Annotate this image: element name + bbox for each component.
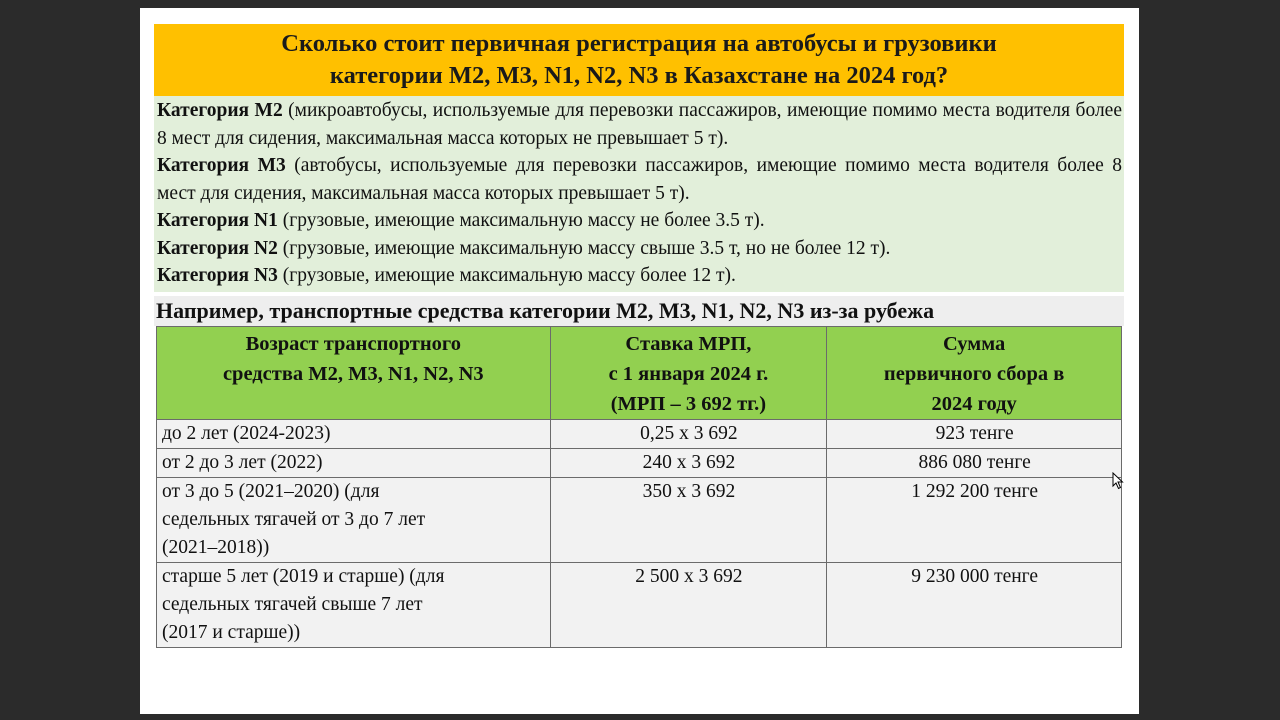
- table-header-row: [157, 327, 1122, 420]
- header-line: Ставка МРП,: [625, 333, 752, 355]
- category-name: Категория N1: [157, 210, 278, 231]
- category-n1: [157, 207, 1122, 235]
- cell-rate: 0,25 х 3 692: [550, 420, 827, 449]
- cell-sum: 886 080 тенге: [827, 449, 1122, 478]
- header-line: средства М2, М3, N1, N2, N3: [222, 363, 484, 385]
- category-description: (микроавтобусы, используемые для перевозки пассажиров, имеющие помимо места водителя более 8 мест для сидения, максимальная масса которых не превышает 5 т).: [157, 100, 1122, 149]
- header-line: (МРП – 3 692 тг.): [610, 393, 767, 415]
- cell-line: от 2 до 3 лет (2022): [162, 452, 323, 473]
- mouse-pointer-icon: [1112, 472, 1124, 490]
- category-name: Категория М2: [157, 100, 283, 121]
- slide-title: [154, 24, 1124, 96]
- header-vehicle-age: [157, 327, 551, 420]
- table-row: [157, 478, 1122, 563]
- title-line-1: Сколько стоит первичная регистрация на автобусы и грузовики: [281, 30, 997, 57]
- cell-rate: 2 500 х 3 692: [550, 563, 827, 648]
- category-name: Категория N3: [157, 265, 278, 286]
- table-row: [157, 563, 1122, 648]
- header-line: Сумма: [942, 333, 1006, 355]
- cell-sum: 1 292 200 тенге: [827, 478, 1122, 563]
- category-name: Категория N2: [157, 237, 278, 259]
- cell-line: до 2 лет (2024-2023): [162, 423, 331, 444]
- cell-sum: 923 тенге: [827, 420, 1122, 449]
- header-mrp-rate: [550, 327, 827, 420]
- fee-table: [156, 326, 1122, 648]
- category-description: (грузовые, имеющие максимальную массу свыше 3.5 т, но не более 12 т).: [277, 237, 891, 259]
- header-fee-sum: [827, 327, 1122, 420]
- cell-rate: 240 х 3 692: [550, 449, 827, 478]
- header-line: Возраст транспортного: [245, 333, 461, 355]
- title-line-2: категории М2, М3, N1, N2, N3 в Казахстане на 2024 год?: [329, 62, 949, 89]
- cell-age: [157, 420, 551, 449]
- header-line: 2024 году: [931, 393, 1017, 415]
- example-title: Например, транспортные средства категории М2, М3, N1, N2, N3 из-за рубежа: [156, 298, 935, 323]
- cell-age: [157, 478, 551, 563]
- category-n2: [157, 235, 1122, 263]
- category-description: (грузовые, имеющие максимальную массу не более 3.5 т).: [277, 210, 765, 231]
- category-m3: [157, 152, 1122, 207]
- header-line: с 1 января 2024 г.: [608, 363, 769, 385]
- table-row: [157, 449, 1122, 478]
- cell-age: [157, 563, 551, 648]
- cell-age: [157, 449, 551, 478]
- category-description: (грузовые, имеющие максимальную массу более 12 т).: [277, 265, 736, 286]
- cell-line: седельных тягачей свыше 7 лет: [162, 594, 423, 615]
- header-line: первичного сбора в: [883, 363, 1065, 385]
- category-m2: [157, 97, 1122, 152]
- category-n3: [157, 262, 1122, 290]
- cell-rate: 350 х 3 692: [550, 478, 827, 563]
- category-description: (автобусы, используемые для перевозки пассажиров, имеющие помимо места водителя более 8 мест для сидения, максимальная масса которых превышает 5 т).: [157, 155, 1122, 204]
- category-name: Категория М3: [157, 155, 286, 176]
- cell-sum: 9 230 000 тенге: [827, 563, 1122, 648]
- cell-line: (2017 и старше)): [162, 622, 301, 643]
- slide: [140, 8, 1139, 714]
- table-row: [157, 420, 1122, 449]
- category-definitions: [154, 96, 1124, 292]
- cell-line: от 3 до 5 (2021–2020) (для: [162, 481, 380, 502]
- cell-line: старше 5 лет (2019 и старше) (для: [162, 566, 445, 587]
- cell-line: седельных тягачей от 3 до 7 лет: [162, 509, 426, 530]
- cell-line: (2021–2018)): [162, 537, 270, 558]
